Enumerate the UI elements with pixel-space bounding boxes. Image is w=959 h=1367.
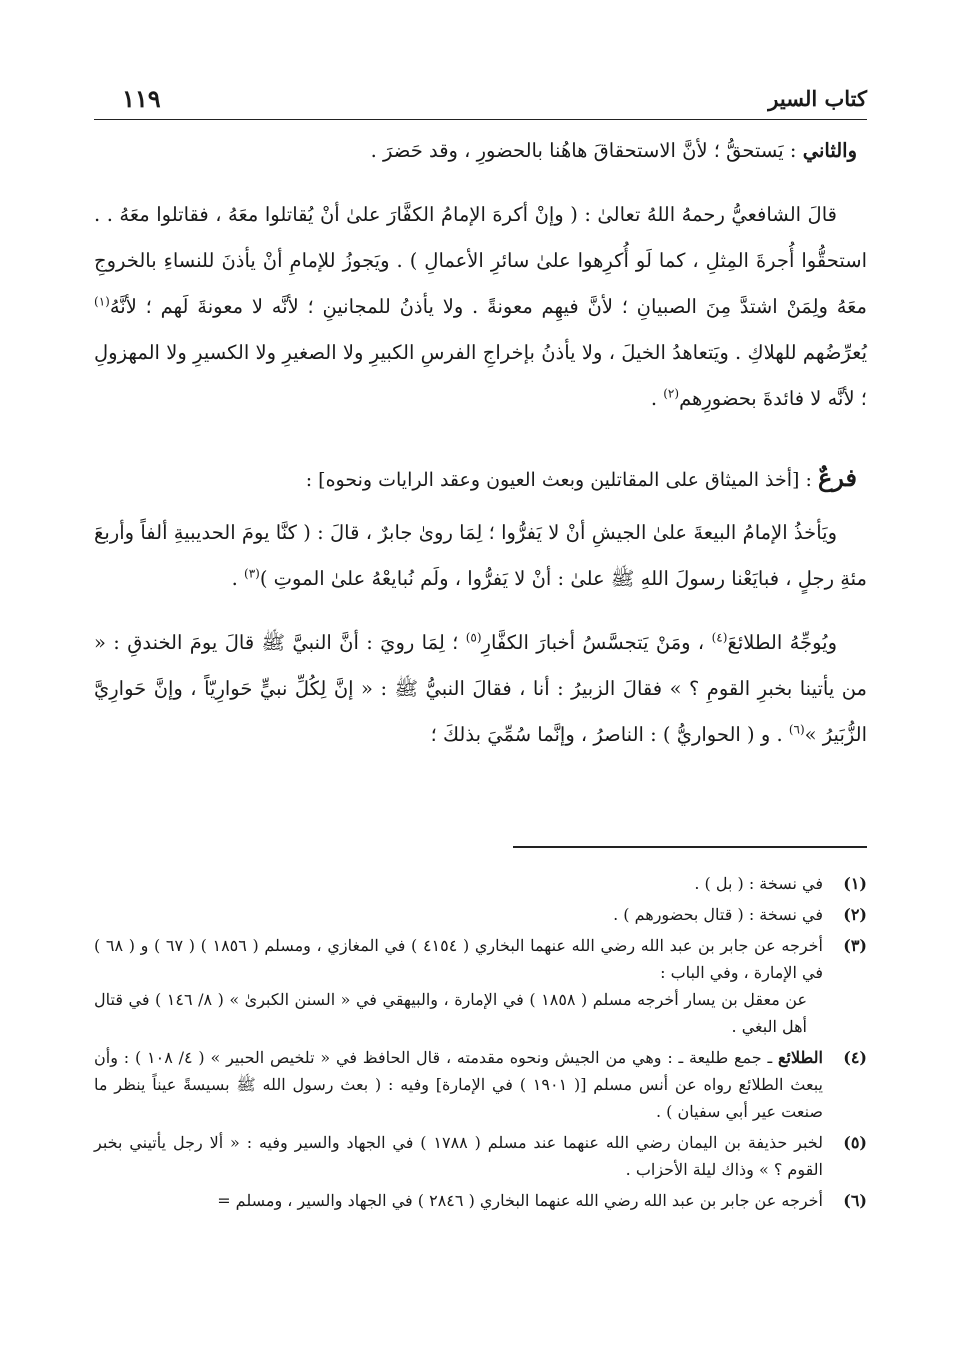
footnote [94, 1129, 867, 1183]
footnote-text: لخبر حذيفة بن اليمان رضي الله عنهما عند مسلم ( ١٧٨٨ ) في الجهاد والسير وفيه : « ألا رجل يأتيني بخبر القوم ؟ » وذاك ليلة الأحزاب . [94, 1133, 823, 1179]
footnote-number: (١) [843, 874, 867, 893]
paragraph-text: . و ( الحواريُّ ) : الناصرُ ، وإنَّما سُمِّيَ بذلكَ ؛ [430, 723, 783, 746]
footnote-number: (٦) [843, 1191, 867, 1210]
footnote-ref[interactable]: (٢) [663, 386, 680, 401]
main-text [94, 128, 867, 758]
footnote-body: ـ جمع طليعة ـ : وهي من الجيش ونحوه مقدمته ، قال الحافظ في « تلخيص الحبير » ( ٤/ ١٠٨ ) : وأن يبعث الطلائع رواه عن أنس مسلم [( ١٩٠١ ) في الإمارة] وفيه : ( بعث رسول الله ﷺ بسيسةً عيناً ينظر ما صنعت عير أبي سفيان ) . [94, 1048, 823, 1121]
footnote [94, 932, 867, 1040]
page-header [94, 84, 867, 114]
paragraph-4 [94, 620, 867, 758]
footnote-ref[interactable]: (١) [94, 294, 110, 309]
footnote-divider [513, 846, 867, 848]
footnote-ref[interactable]: (٥) [465, 630, 482, 645]
paragraph-text: ويُوجِّهُ الطلائعَ [727, 631, 838, 654]
book-title: كتاب السير [768, 86, 867, 111]
section-label: فرعٌ [817, 463, 857, 492]
footnote [94, 1044, 867, 1125]
footnote-number: (٣) [843, 936, 867, 955]
paragraph-text: يُعرِّضُهم للهلاكِ . ويَتعاهدُ الخيلَ ، ولا يأذنُ بإخراجِ الفرسِ الكبيرِ ولا الصغيرِ ولا الكسيرِ ولا المهزولِ ؛ لأنَّه لا فائدةَ بحضورِهم [94, 341, 867, 410]
footnote-number: (٤) [843, 1048, 867, 1067]
footnote-ref[interactable]: (٦) [788, 722, 805, 737]
paragraph-1 [94, 128, 867, 174]
paragraph-text: ؛ لِمَا رويَ : أنَّ النبيَّ ﷺ قالَ يومَ الخندقِ : « من يأتينا بخبرِ القومِ ؟ » فقالَ الزبيرُ : أنا ، فقالَ النبيُّ ﷺ : « إنَّ لِكُلِّ نبيٍّ حَوارِيّاً ، وإنَّ حَوارِيَّ الزُّبَيرُ » [94, 631, 867, 746]
footnote [94, 901, 867, 928]
paragraph-2 [94, 192, 867, 422]
footnote-text: أخرجه عن جابر بن عبد الله رضي الله عنهما البخاري ( ٢٨٤٦ ) في الجهاد والسير ، ومسلم = [217, 1191, 823, 1210]
paragraph-3 [94, 510, 867, 602]
footnote [94, 870, 867, 897]
footnote [94, 1187, 867, 1214]
header-divider [94, 119, 867, 120]
footnote-term: الطلائع [778, 1048, 823, 1067]
footnotes [94, 870, 867, 1218]
footnote-text: أخرجه عن جابر بن عبد الله رضي الله عنهما البخاري ( ٤١٥٤ ) في المغازي ، ومسلم ( ١٨٥٦ ) ( ٦٧ ) و ( ٦٨ ) في الإمارة ، وفي الباب : [94, 936, 823, 982]
section-heading [94, 456, 867, 502]
paragraph-text: ويَأخذُ الإمامُ البيعةَ علىٰ الجيشِ أنْ لا يَفرُّوا ؛ لِمَا روىٰ جابرٌ ، قالَ : ( كنَّا يومَ الحديبيةِ ألفاً وأربعَ مئةِ رجلٍ ، فبايَعْنا رسولَ اللهِ ﷺ علىٰ : أنْ لا يَفرُّوا ، ولَم نُبايعْهُ علىٰ الموتِ ) [94, 521, 867, 590]
footnote-ref[interactable]: (٣) [244, 566, 260, 581]
footnote-ref[interactable]: (٤) [711, 630, 728, 645]
paragraph-end: . [231, 567, 238, 590]
footnote-text [94, 1044, 823, 1125]
paragraph-text: ، ومَنْ يَتجسَّسُ أخبارَ الكفَّارِ [481, 631, 705, 654]
footnote-subtext: عن معقل بن يسار أخرجه مسلم ( ١٨٥٨ ) في الإمارة ، والبيهقي في « السنن الكبرىٰ » ( ٨/ ١٤٦ ) في قتال أهل البغي . [94, 990, 808, 1036]
footnote-number: (٥) [843, 1133, 867, 1152]
footnote-text: في نسخة : ( بل ) . [694, 874, 823, 893]
paragraph-lead: والثاني [802, 139, 857, 162]
footnote-text: في نسخة : ( قتال بحضورهم ) . [613, 905, 823, 924]
page-number: ١١٩ [122, 84, 161, 113]
paragraph-end: . [650, 387, 658, 410]
paragraph-text: : يَستحقُّ ؛ لأنَّ الاستحقاقَ هاهُنا بالحضورِ ، وقد حَضرَ . [370, 139, 797, 162]
footnote-number: (٢) [843, 905, 867, 924]
paragraph-text: قالَ الشافعيُّ رحمهُ اللهُ تعالىٰ : ( وإنْ أكرهَ الإمامُ الكفَّارَ علىٰ أنْ يُقاتلوا معَهُ ، فقاتلوا معَهُ . . استحقُّوا أُجرةَ المِثلِ ، كما لَو أُكرِهوا علىٰ سائرِ الأعمالِ ) . ويَجوزُ للإمامِ أنْ يأذنَ للنساءِ بالخروجِ معَهُ ولِمَنْ اشتدَّ مِنَ الصبيانِ ؛ لأنَّ فيهِم معونةً . ولا يأذنُ للمجانينِ ؛ لأنَّه لا معونةَ لَهم ؛ لأنَّهُ [94, 203, 867, 318]
section-title: : [أخذ الميثاق على المقاتلين وبعث العيون وعقد الرايات ونحوه] : [305, 469, 812, 491]
